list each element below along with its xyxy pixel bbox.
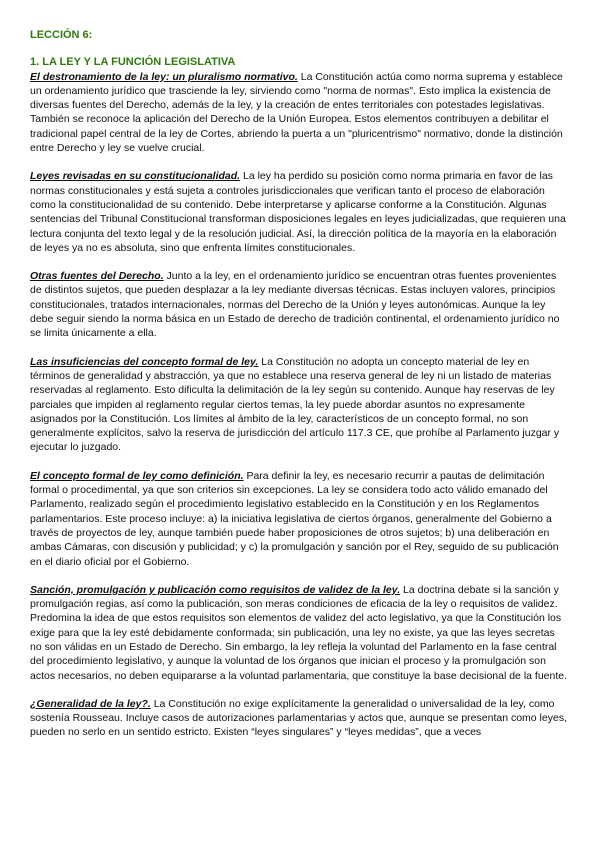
paragraph-sancion bbox=[30, 583, 568, 683]
paragraph-concepto-formal bbox=[30, 469, 568, 569]
section-title: 1. LA LEY Y LA FUNCIÓN LEGISLATIVA bbox=[30, 56, 236, 69]
paragraph-text: Para definir la ley, es necesario recurrir a pautas de delimitación formal o procedimental, ya que son criterios sin excepciones. La ley se considera todo acto válido emanado del Parlamento, realizado según el procedimiento legislativo establecido en la Constitución y en los Reglamentos parlamentarios. Este proceso incluye: a) la iniciativa legislativa de ciertos órganos, generalmente del Gobierno a través de proyectos de ley, aunque también puede haber proposiciones de otros sujetos; b) una deliberación en ambas Cámaras, con discusión y publicidad; y c) la promulgación y sanción por el Rey, seguido de su publicación en el diario oficial por el Gobierno. bbox=[30, 469, 559, 568]
lesson-title: LECCIÓN 6: bbox=[30, 29, 93, 41]
paragraph-heading: Leyes revisadas en su constitucionalidad. bbox=[30, 170, 241, 183]
paragraph-insuficiencias bbox=[30, 355, 568, 455]
paragraph-text: La ley ha perdido su posición como norma primaria en favor de las normas constitucionales y está sujeta a controles jurisdiccionales que verifican tanto el proceso de elaboración como la constitucionalidad de su contenido. Debe interpretarse y aplicarse conforme a la Constitución. Algunas sentencias del Tribunal Constitucional transforman disposiciones legales en leyes judicializadas, que requieren una lectura conjunta del texto legal y de la resolución judicial. Así, la dirección política de la mayoría en la elaboración de leyes ya no es absoluta, sino que enfrenta límites constitucionales. bbox=[30, 170, 566, 254]
paragraph-text: La Constitución actúa como norma suprema y establece un ordenamiento jurídico que trasciende la ley, sirviendo como "norma de normas". Esto implica la existencia de diversas fuentes del Derecho, además de la ley, y la creación de entes territoriales con potestades legislativas. También se reconoce la aplicación del Derecho de la Unión Europea. Estos elementos contribuyen a debilitar el tradicional papel central de la ley de Cortes, abriendo la puerta a un "pluricentrismo" normativo, donde la distinción entre Derecho y ley se vuelve crucial. bbox=[30, 70, 563, 155]
paragraph-heading: Sanción, promulgación y publicación como requisitos de validez de la ley. bbox=[30, 583, 401, 596]
paragraph-heading: El concepto formal de ley como definición. bbox=[30, 469, 244, 482]
paragraph-text: La doctrina debate si la sanción y promulgación regias, así como la publicación, son meras condiciones de eficacia de la ley o requisitos de validez. Predomina la idea de que estos requisitos son elementos de validez del acto legislativo, ya que la Constitución los exige para que la ley esté debidamente conformada; sin publicación, una ley no existe, ya que las leyes secretas no son válidas en un Estado de Derecho. Sin embargo, la ley refleja la voluntad del Parlamento en la fase central del procedimiento legislativo, y aunque la voluntad de los órganos que inician el proceso y la promulgación son actos necesarios, no deben equipararse a la voluntad parlamentaria, que constituye la base decisional de la fuente. bbox=[30, 583, 568, 682]
paragraph-heading: Otras fuentes del Derecho. bbox=[30, 270, 164, 283]
paragraph-otras-fuentes bbox=[30, 269, 568, 340]
paragraph-text: Junto a la ley, en el ordenamiento jurídico se encuentran otras fuentes provenientes de distintos sujetos, que pueden desplazar a la ley mediante diversas técnicas. Estas incluyen valores, principios constitucionales, tratados internacionales, normas del Derecho de la Unión y leyes autonómicas. Aunque la ley debe seguir siendo la norma básica en un Estado de derecho de tradición continental, el ordenamiento jurídico no se limita únicamente a ella. bbox=[30, 270, 560, 340]
paragraph-heading: Las insuficiencias del concepto formal de ley. bbox=[30, 355, 259, 368]
paragraph-generalidad bbox=[30, 697, 568, 740]
paragraph-heading: El destronamiento de la ley: un pluralismo normativo. bbox=[30, 70, 298, 83]
paragraph-heading: ¿Generalidad de la ley?. bbox=[30, 697, 151, 710]
paragraph-pluralismo bbox=[30, 70, 568, 156]
paragraph-leyes-revisadas bbox=[30, 169, 568, 255]
paragraph-text: La Constitución no adopta un concepto material de ley en términos de generalidad y abstracción, ya que no establece una reserva general de ley ni un listado de materias reservadas al reglamento. Esto dificulta la delimitación de la ley según su contenido. Aunque hay reservas de ley parciales que impiden al reglamento regular ciertos temas, la ley puede abordar asuntos no expresamente asignados por la Constitución. Los límites al ámbito de la ley, característicos de un concepto formal, no son generalmente explícitos, salvo la reserva de jurisdicción del artículo 117.3 CE, que prohíbe al Parlamento juzgar y ejecutar lo juzgado. bbox=[30, 355, 560, 454]
paragraph-text: La Constitución no exige explícitamente la generalidad o universalidad de la ley, como sostenía Rousseau. Incluye casos de autorizaciones parlamentarias y actos que, aunque se presentan como leyes, pueden no serlo en un sentido estricto. Existen “leyes singulares” y “leyes medidas”, que a veces bbox=[30, 697, 567, 739]
